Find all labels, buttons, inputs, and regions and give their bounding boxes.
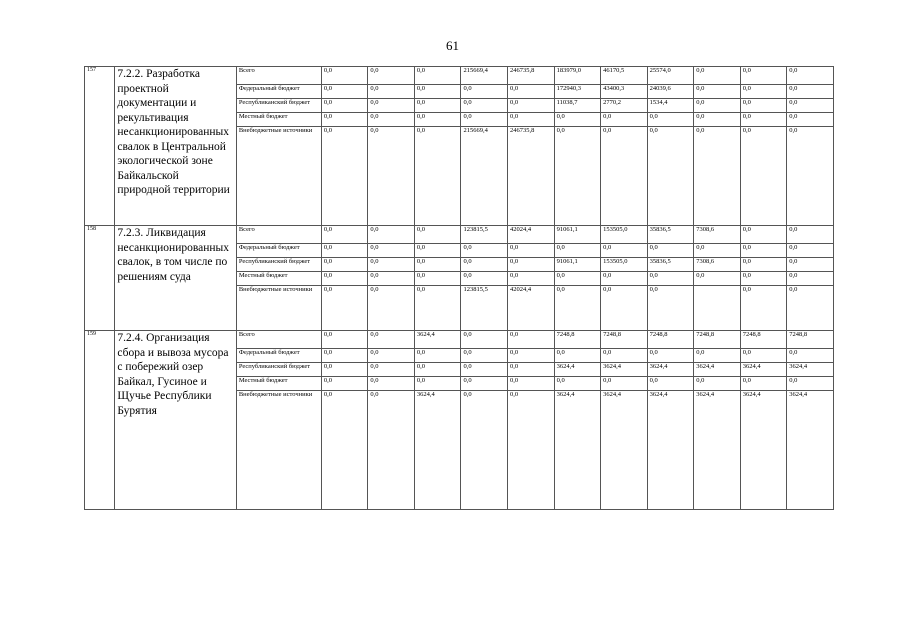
value-cell: 215669,4 — [461, 67, 508, 85]
value-cell: 0,0 — [321, 226, 368, 244]
value-cell: 42024,4 — [508, 286, 555, 331]
value-cell: 0,0 — [508, 99, 555, 113]
value-cell: 0,0 — [461, 363, 508, 377]
value-cell: 0,0 — [601, 272, 648, 286]
value-cell: 0,0 — [647, 272, 694, 286]
budget-table — [84, 66, 834, 510]
value-cell: 0,0 — [321, 127, 368, 226]
value-cell: 0,0 — [787, 377, 834, 391]
value-cell: 0,0 — [601, 377, 648, 391]
value-cell: 0,0 — [368, 377, 415, 391]
value-cell: 172940,3 — [554, 85, 601, 99]
value-cell — [694, 286, 741, 331]
value-cell: 42024,4 — [508, 226, 555, 244]
value-cell: 0,0 — [694, 244, 741, 258]
value-cell: 123815,5 — [461, 226, 508, 244]
value-cell: 7248,8 — [647, 331, 694, 349]
value-cell: 0,0 — [647, 127, 694, 226]
value-cell: 0,0 — [461, 99, 508, 113]
page-number: 61 — [446, 38, 459, 53]
value-cell: 0,0 — [554, 272, 601, 286]
value-cell: 0,0 — [368, 244, 415, 258]
value-cell: 0,0 — [694, 272, 741, 286]
value-cell: 3624,4 — [647, 363, 694, 377]
value-cell: 25574,0 — [647, 67, 694, 85]
value-cell: 7248,8 — [694, 331, 741, 349]
value-cell: 0,0 — [740, 127, 787, 226]
value-cell: 0,0 — [601, 127, 648, 226]
value-cell: 0,0 — [321, 272, 368, 286]
value-cell: 0,0 — [321, 391, 368, 510]
funding-source-label: Местный бюджет — [236, 377, 321, 391]
value-cell: 0,0 — [368, 99, 415, 113]
value-cell: 0,0 — [368, 85, 415, 99]
table-row — [85, 331, 834, 349]
row-number: 158 — [85, 226, 115, 331]
value-cell: 0,0 — [508, 244, 555, 258]
value-cell: 0,0 — [368, 113, 415, 127]
value-cell: 0,0 — [740, 113, 787, 127]
value-cell: 0,0 — [414, 349, 461, 363]
value-cell: 0,0 — [321, 244, 368, 258]
value-cell: 0,0 — [554, 377, 601, 391]
funding-source-label: Республиканский бюджет — [236, 99, 321, 113]
value-cell: 0,0 — [368, 331, 415, 349]
value-cell: 0,0 — [740, 85, 787, 99]
value-cell: 11038,7 — [554, 99, 601, 113]
value-cell: 0,0 — [368, 286, 415, 331]
value-cell: 0,0 — [414, 377, 461, 391]
value-cell: 0,0 — [694, 127, 741, 226]
table-body — [85, 67, 834, 510]
funding-source-label: Местный бюджет — [236, 113, 321, 127]
value-cell: 0,0 — [461, 272, 508, 286]
value-cell: 7308,6 — [694, 226, 741, 244]
funding-source-label: Внебюджетные источники — [236, 127, 321, 226]
value-cell: 0,0 — [694, 67, 741, 85]
value-cell: 0,0 — [508, 113, 555, 127]
value-cell: 0,0 — [787, 127, 834, 226]
value-cell: 215669,4 — [461, 127, 508, 226]
value-cell: 7248,8 — [787, 331, 834, 349]
value-cell: 0,0 — [461, 85, 508, 99]
value-cell: 0,0 — [694, 377, 741, 391]
value-cell: 0,0 — [368, 127, 415, 226]
value-cell: 91061,1 — [554, 226, 601, 244]
value-cell: 0,0 — [740, 349, 787, 363]
funding-source-label: Внебюджетные источники — [236, 391, 321, 510]
row-number: 159 — [85, 331, 115, 510]
value-cell: 3624,4 — [740, 363, 787, 377]
value-cell: 46170,5 — [601, 67, 648, 85]
value-cell: 0,0 — [694, 349, 741, 363]
value-cell: 0,0 — [601, 349, 648, 363]
value-cell: 0,0 — [601, 113, 648, 127]
value-cell: 3624,4 — [694, 363, 741, 377]
value-cell: 0,0 — [601, 244, 648, 258]
value-cell: 0,0 — [414, 127, 461, 226]
funding-source-label: Всего — [236, 67, 321, 85]
value-cell: 153505,0 — [601, 258, 648, 272]
value-cell: 0,0 — [508, 377, 555, 391]
value-cell: 0,0 — [414, 286, 461, 331]
value-cell: 0,0 — [414, 99, 461, 113]
value-cell: 0,0 — [414, 85, 461, 99]
value-cell: 0,0 — [787, 286, 834, 331]
value-cell: 0,0 — [740, 272, 787, 286]
value-cell: 0,0 — [647, 286, 694, 331]
value-cell: 35836,5 — [647, 226, 694, 244]
value-cell: 0,0 — [740, 286, 787, 331]
value-cell: 0,0 — [461, 244, 508, 258]
measure-name: 7.2.3. Ликвидация несанкционированных свалок, в том числе по решениям суда — [115, 226, 236, 331]
measure-name: 7.2.4. Организация сбора и вывоза мусора с побережий озер Байкал, Гусиное и Щучье Республики Бурятия — [115, 331, 236, 510]
value-cell: 0,0 — [461, 258, 508, 272]
value-cell: 0,0 — [321, 113, 368, 127]
value-cell: 0,0 — [321, 85, 368, 99]
value-cell: 0,0 — [321, 363, 368, 377]
table-row — [85, 226, 834, 244]
value-cell: 0,0 — [508, 391, 555, 510]
value-cell: 0,0 — [508, 331, 555, 349]
value-cell: 0,0 — [694, 85, 741, 99]
value-cell: 7248,8 — [740, 331, 787, 349]
value-cell: 0,0 — [414, 67, 461, 85]
value-cell: 0,0 — [508, 272, 555, 286]
value-cell: 0,0 — [321, 286, 368, 331]
funding-source-label: Республиканский бюджет — [236, 363, 321, 377]
value-cell: 3624,4 — [601, 363, 648, 377]
value-cell: 3624,4 — [601, 391, 648, 510]
funding-source-label: Внебюджетные источники — [236, 286, 321, 331]
value-cell: 0,0 — [368, 391, 415, 510]
value-cell: 3624,4 — [647, 391, 694, 510]
funding-source-label: Федеральный бюджет — [236, 349, 321, 363]
value-cell: 0,0 — [740, 67, 787, 85]
value-cell: 0,0 — [321, 349, 368, 363]
value-cell: 0,0 — [787, 349, 834, 363]
value-cell: 0,0 — [368, 226, 415, 244]
value-cell: 0,0 — [787, 226, 834, 244]
value-cell: 0,0 — [321, 67, 368, 85]
value-cell: 43400,3 — [601, 85, 648, 99]
value-cell: 24039,6 — [647, 85, 694, 99]
value-cell: 0,0 — [508, 85, 555, 99]
value-cell: 0,0 — [321, 331, 368, 349]
value-cell: 7248,8 — [601, 331, 648, 349]
value-cell: 3624,4 — [694, 391, 741, 510]
value-cell: 0,0 — [694, 99, 741, 113]
value-cell: 1534,4 — [647, 99, 694, 113]
value-cell: 0,0 — [414, 226, 461, 244]
value-cell: 123815,5 — [461, 286, 508, 331]
value-cell: 0,0 — [554, 286, 601, 331]
value-cell: 0,0 — [461, 391, 508, 510]
value-cell: 0,0 — [368, 363, 415, 377]
value-cell: 0,0 — [787, 244, 834, 258]
value-cell: 0,0 — [647, 244, 694, 258]
value-cell: 3624,4 — [554, 363, 601, 377]
value-cell: 0,0 — [554, 113, 601, 127]
value-cell: 0,0 — [740, 244, 787, 258]
value-cell: 0,0 — [647, 377, 694, 391]
value-cell: 0,0 — [368, 349, 415, 363]
value-cell: 0,0 — [321, 258, 368, 272]
value-cell: 0,0 — [461, 377, 508, 391]
value-cell: 0,0 — [321, 99, 368, 113]
value-cell: 0,0 — [787, 85, 834, 99]
value-cell: 0,0 — [414, 258, 461, 272]
value-cell: 153505,0 — [601, 226, 648, 244]
value-cell: 0,0 — [647, 113, 694, 127]
value-cell: 0,0 — [787, 99, 834, 113]
value-cell: 0,0 — [554, 127, 601, 226]
funding-source-label: Федеральный бюджет — [236, 85, 321, 99]
value-cell: 3624,4 — [740, 391, 787, 510]
value-cell: 0,0 — [787, 272, 834, 286]
value-cell: 0,0 — [508, 258, 555, 272]
value-cell: 0,0 — [554, 244, 601, 258]
value-cell: 0,0 — [787, 113, 834, 127]
value-cell: 0,0 — [414, 244, 461, 258]
value-cell: 0,0 — [787, 258, 834, 272]
value-cell: 246735,8 — [508, 67, 555, 85]
funding-source-label: Всего — [236, 331, 321, 349]
value-cell: 35836,5 — [647, 258, 694, 272]
value-cell: 0,0 — [740, 377, 787, 391]
funding-source-label: Местный бюджет — [236, 272, 321, 286]
funding-source-label: Федеральный бюджет — [236, 244, 321, 258]
value-cell: 91061,1 — [554, 258, 601, 272]
value-cell: 0,0 — [508, 363, 555, 377]
value-cell: 3624,4 — [414, 331, 461, 349]
value-cell: 0,0 — [414, 363, 461, 377]
value-cell: 0,0 — [647, 349, 694, 363]
value-cell: 0,0 — [414, 272, 461, 286]
table-row — [85, 67, 834, 85]
value-cell: 0,0 — [368, 272, 415, 286]
value-cell: 0,0 — [694, 113, 741, 127]
value-cell: 0,0 — [368, 258, 415, 272]
value-cell: 7308,6 — [694, 258, 741, 272]
value-cell: 183979,0 — [554, 67, 601, 85]
row-number: 157 — [85, 67, 115, 226]
measure-name: 7.2.2. Разработка проектной документации и рекультивация несанкционированных свалок в Центральной экологической зоне Байкальской природной территории — [115, 67, 236, 226]
value-cell: 0,0 — [554, 349, 601, 363]
value-cell: 0,0 — [740, 99, 787, 113]
value-cell: 0,0 — [321, 377, 368, 391]
value-cell: 3624,4 — [414, 391, 461, 510]
value-cell: 3624,4 — [554, 391, 601, 510]
value-cell: 2770,2 — [601, 99, 648, 113]
value-cell: 7248,8 — [554, 331, 601, 349]
value-cell: 246735,8 — [508, 127, 555, 226]
value-cell: 0,0 — [740, 258, 787, 272]
value-cell: 0,0 — [414, 113, 461, 127]
value-cell: 0,0 — [461, 113, 508, 127]
funding-source-label: Республиканский бюджет — [236, 258, 321, 272]
value-cell: 3624,4 — [787, 391, 834, 510]
value-cell: 3624,4 — [787, 363, 834, 377]
value-cell: 0,0 — [368, 67, 415, 85]
value-cell: 0,0 — [740, 226, 787, 244]
value-cell: 0,0 — [508, 349, 555, 363]
funding-source-label: Всего — [236, 226, 321, 244]
value-cell: 0,0 — [601, 286, 648, 331]
value-cell: 0,0 — [461, 331, 508, 349]
value-cell: 0,0 — [787, 67, 834, 85]
value-cell: 0,0 — [461, 349, 508, 363]
